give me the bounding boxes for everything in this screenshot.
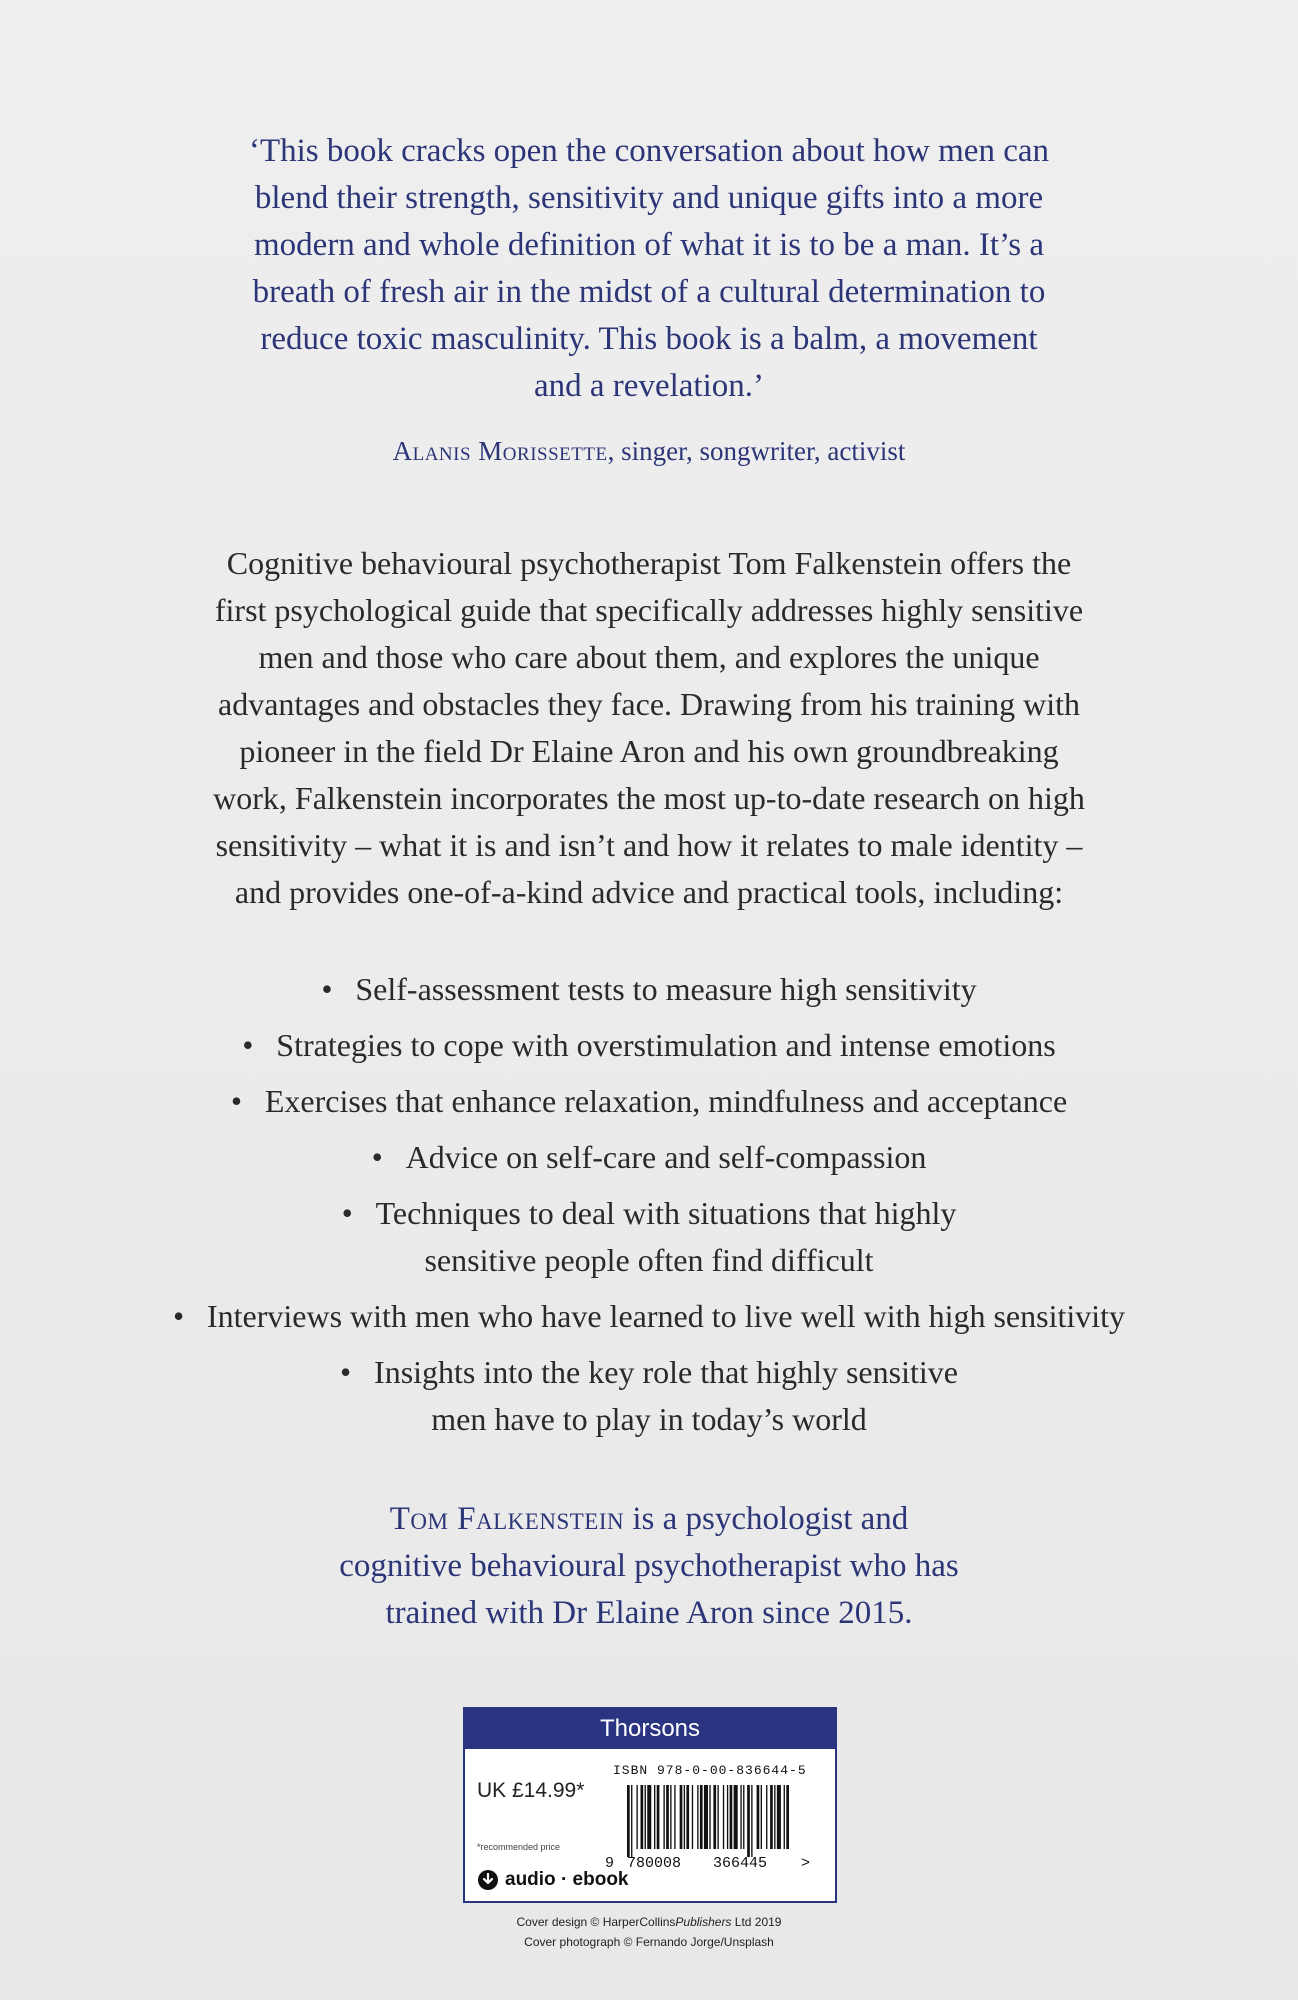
formats-label bbox=[477, 1869, 629, 1891]
list-item bbox=[0, 1134, 1298, 1181]
photo-credit: Cover photograph © Fernando Jorge/Unsplash bbox=[524, 1935, 774, 1949]
author-bio-text: trained with Dr Elaine Aron since 2015. bbox=[385, 1595, 913, 1631]
feature-list bbox=[0, 966, 1298, 1452]
quote-line: reduce toxic masculinity. This book is a balm, a movement bbox=[260, 321, 1038, 357]
barcode-icon bbox=[625, 1785, 797, 1857]
barcode-digits bbox=[605, 1855, 810, 1872]
recommended-price-note: *recommended price bbox=[477, 1842, 561, 1852]
publisher-logo: Thorsons bbox=[465, 1709, 835, 1749]
barcode-bar bbox=[641, 1785, 644, 1849]
book-description bbox=[0, 540, 1298, 916]
barcode-bar bbox=[757, 1785, 760, 1849]
author-bio-text: is a psychologist and bbox=[624, 1501, 909, 1537]
author-bio-text: cognitive behavioural psychotherapist who has bbox=[339, 1548, 959, 1584]
description-line: sensitivity – what it is and isn’t and how it relates to male identity – bbox=[215, 827, 1083, 863]
barcode-bar bbox=[674, 1785, 675, 1849]
barcode-bar bbox=[717, 1785, 718, 1849]
barcode-digit-lead: 9 bbox=[605, 1855, 615, 1872]
list-item bbox=[0, 1078, 1298, 1125]
barcode-bar bbox=[666, 1785, 669, 1849]
description-line: advantages and obstacles they face. Drawing from his training with bbox=[218, 686, 1080, 722]
barcode-bar bbox=[647, 1785, 651, 1849]
isbn-text: ISBN 978-0-00-836644-5 bbox=[613, 1763, 807, 1778]
bullet-icon: • bbox=[172, 1298, 185, 1334]
barcode-bar bbox=[654, 1785, 655, 1849]
barcode-bar bbox=[774, 1785, 775, 1849]
barcode-bar bbox=[692, 1785, 693, 1849]
quote-line: blend their strength, sensitivity and unique gifts into a more bbox=[254, 180, 1044, 216]
quote-line: and a revelation.’ bbox=[534, 368, 764, 404]
barcode-bar bbox=[704, 1785, 708, 1849]
list-item-text: Interviews with men who have learned to live well with high sensitivity bbox=[206, 1298, 1126, 1334]
bullet-icon: • bbox=[371, 1139, 383, 1175]
list-item-text: sensitive people often find difficult bbox=[424, 1242, 874, 1278]
quote-line: modern and whole definition of what it is to be a man. It’s a bbox=[254, 227, 1044, 263]
barcode-bar bbox=[730, 1785, 733, 1849]
formats-text: audio · ebook bbox=[505, 1869, 629, 1890]
barcode-bar bbox=[627, 1785, 630, 1857]
barcode-digit-trail: > bbox=[801, 1855, 811, 1872]
price-label: UK £14.99* bbox=[477, 1779, 585, 1802]
list-item bbox=[0, 1022, 1298, 1069]
barcode-bar bbox=[727, 1785, 728, 1849]
bullet-icon: • bbox=[341, 1195, 353, 1231]
bullet-icon: • bbox=[242, 1027, 254, 1063]
barcode-bar bbox=[770, 1785, 773, 1849]
quote-line: ‘This book cracks open the conversation about how men can bbox=[248, 133, 1049, 169]
bullet-icon: • bbox=[340, 1354, 352, 1390]
barcode-digit-group: 780008 bbox=[627, 1855, 682, 1872]
quote-line: breath of fresh air in the midst of a cultural determination to bbox=[252, 274, 1046, 310]
attribution-name: Alanis Morissette bbox=[392, 436, 608, 466]
barcode-bar bbox=[723, 1785, 724, 1849]
bullet-icon: • bbox=[321, 971, 333, 1007]
description-line: Cognitive behavioural psychotherapist Tom Falkenstein offers the bbox=[226, 545, 1072, 581]
author-bio bbox=[0, 1496, 1298, 1637]
barcode-bar bbox=[686, 1785, 689, 1849]
list-item-text: Self-assessment tests to measure high sensitivity bbox=[355, 971, 977, 1007]
cover-credits bbox=[0, 1912, 1298, 1952]
description-line: work, Falkenstein incorporates the most up-to-date research on high bbox=[213, 780, 1085, 816]
barcode-digit-group: 366445 bbox=[713, 1855, 768, 1872]
author-name: Tom Falkenstein bbox=[389, 1501, 625, 1537]
design-credit-suffix: Ltd 2019 bbox=[731, 1915, 782, 1929]
quote-attribution bbox=[0, 434, 1298, 468]
barcode-bar bbox=[734, 1785, 738, 1849]
barcode-bar bbox=[777, 1785, 781, 1849]
design-credit-italic: Publishers bbox=[675, 1915, 732, 1929]
barcode-bar bbox=[713, 1785, 716, 1849]
barcode-bar bbox=[761, 1785, 762, 1849]
barcode-bar bbox=[786, 1785, 789, 1849]
list-item-text: Exercises that enhance relaxation, mindfulness and acceptance bbox=[264, 1083, 1068, 1119]
barcode-bar bbox=[684, 1785, 685, 1849]
barcode-bar bbox=[631, 1785, 632, 1857]
barcode-bar bbox=[784, 1785, 785, 1849]
barcode-bar bbox=[697, 1785, 698, 1849]
list-item bbox=[0, 1190, 1298, 1284]
description-line: and provides one-of-a-kind advice and practical tools, including: bbox=[234, 874, 1064, 910]
list-item bbox=[0, 1349, 1298, 1443]
list-item-text: Advice on self-care and self-compassion bbox=[405, 1139, 927, 1175]
barcode-panel bbox=[463, 1707, 837, 1903]
design-credit bbox=[0, 1912, 1298, 1932]
download-icon bbox=[477, 1869, 499, 1891]
list-item-text: Techniques to deal with situations that highly bbox=[375, 1195, 957, 1231]
barcode-bar bbox=[657, 1785, 660, 1849]
barcode-bar bbox=[766, 1785, 767, 1849]
barcode-bar bbox=[740, 1785, 741, 1849]
barcode-bar bbox=[636, 1785, 637, 1849]
barcode-bar bbox=[700, 1785, 703, 1849]
barcode-bar bbox=[680, 1785, 683, 1849]
description-line: first psychological guide that specifically addresses highly sensitive bbox=[214, 592, 1084, 628]
attribution-role: , singer, songwriter, activist bbox=[607, 436, 906, 466]
barcode-bar bbox=[747, 1785, 750, 1857]
endorsement-quote bbox=[0, 128, 1298, 410]
barcode-bar bbox=[663, 1785, 664, 1849]
description-line: men and those who care about them, and explores the unique bbox=[258, 639, 1040, 675]
list-item-text: Strategies to cope with overstimulation and intense emotions bbox=[276, 1027, 1056, 1063]
bullet-icon: • bbox=[230, 1083, 243, 1119]
list-item-text: Insights into the key role that highly sensitive bbox=[374, 1354, 958, 1390]
list-item-text: men have to play in today’s world bbox=[431, 1401, 867, 1437]
description-line: pioneer in the field Dr Elaine Aron and his own groundbreaking bbox=[239, 733, 1059, 769]
barcode-bar bbox=[751, 1785, 752, 1857]
barcode-bar bbox=[670, 1785, 671, 1849]
barcode-bar bbox=[645, 1785, 646, 1849]
list-item bbox=[0, 966, 1298, 1013]
barcode-bar bbox=[743, 1785, 744, 1849]
design-credit-text: Cover design © HarperCollins bbox=[516, 1915, 676, 1929]
list-item bbox=[0, 1293, 1298, 1340]
barcode-bar bbox=[709, 1785, 710, 1849]
